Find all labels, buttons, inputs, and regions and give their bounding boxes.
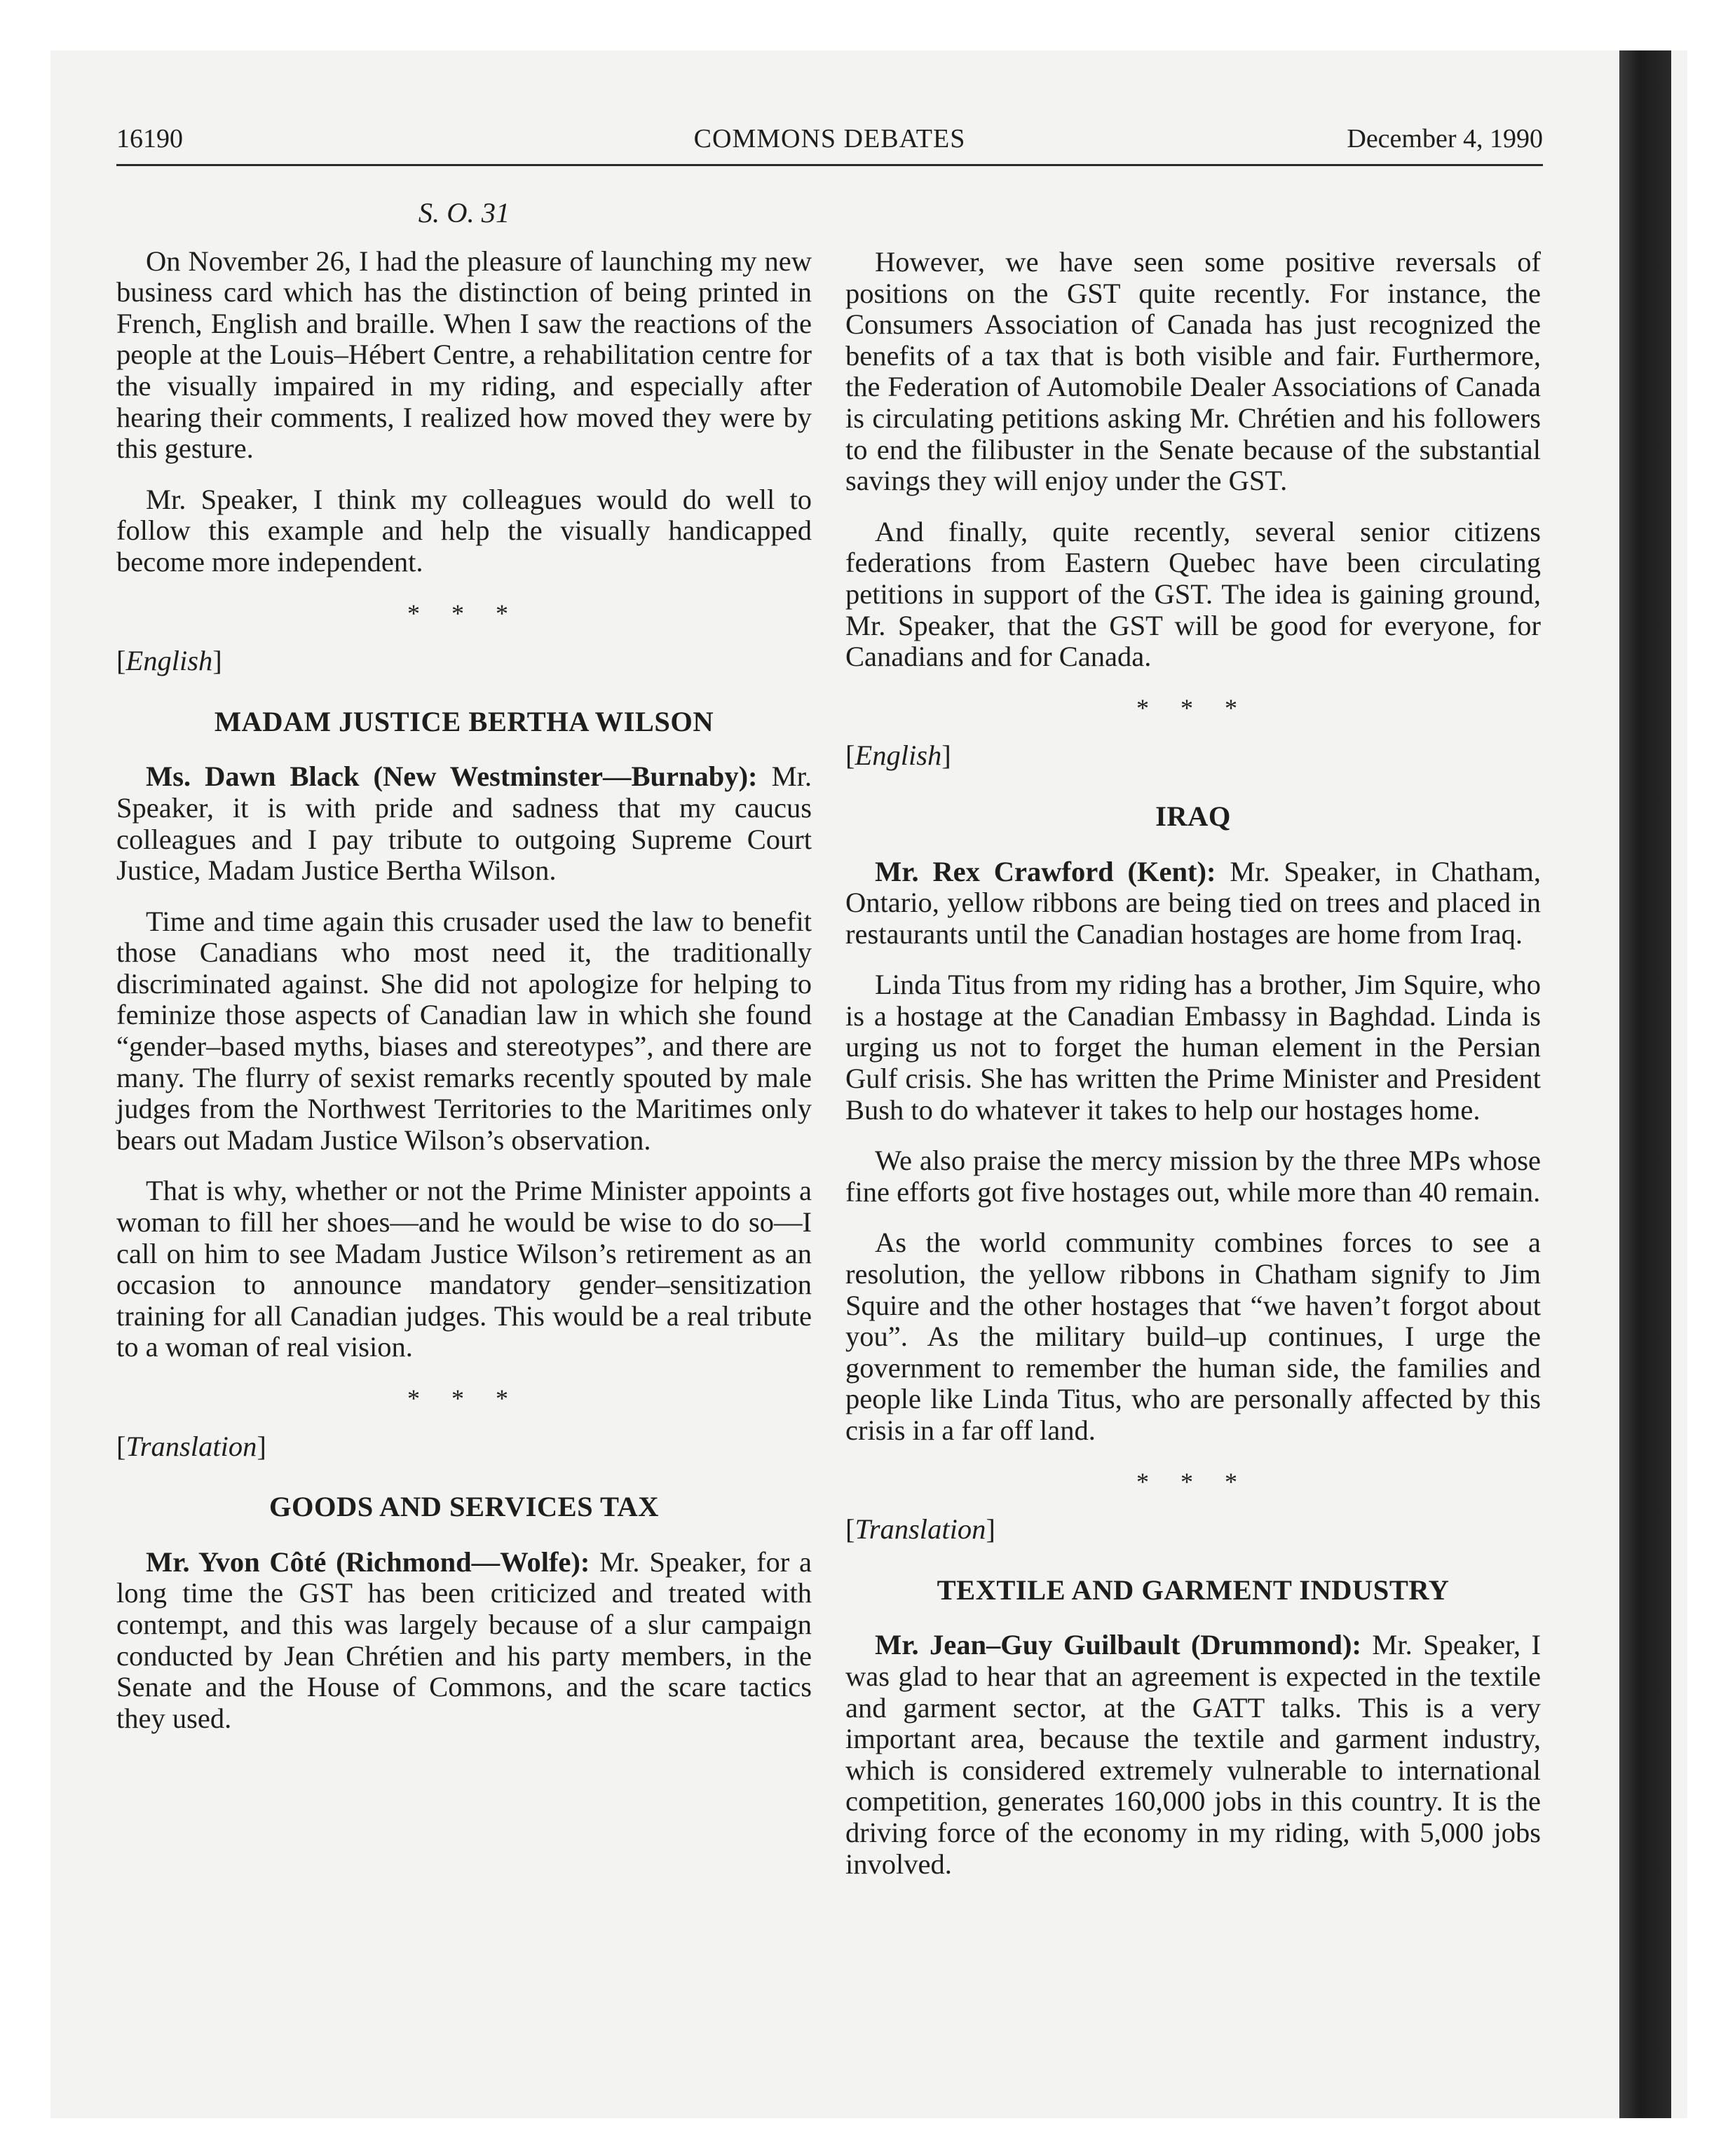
paragraph: Mr. Speaker, I think my colleagues would do well to follow this example and help the visually handicapped become more independent. [116,483,812,578]
speech-text: Mr. Speaker, I was glad to hear that an agreement is expected in the textile and garment sector, at the GATT talks. This is a very important area, because the textile and garment industry, which is considered extremely vulnerable to international competition, generates 160,000 jobs in this country. It is the driving force of the economy in my riding, with 5,000 jobs involved. [845,1629,1541,1880]
paragraph: We also praise the mercy mission by the three MPs whose fine efforts got five hostages out, while more than 40 remain. [845,1145,1541,1208]
speaker-name: Mr. Yvon Côté (Richmond—Wolfe): [146,1546,590,1578]
paragraph: Linda Titus from my riding has a brother, Jim Squire, who is a hostage at the Canadian Embassy in Baghdad. Linda is urging us not to forget the human element in the Persian Gulf crisis. She has written the Prime Minister and President Bush to do whatever it takes to help our hostages home. [845,969,1541,1126]
language-tag-text: English [125,645,213,677]
speech-text: Mr. Speaker, it is with pride and sadness that my caucus colleagues and I pay tribute to outgoing Supreme Court Justice, Madam Justice Bertha Wilson. [116,760,812,887]
right-column [845,247,1541,1899]
paragraph [116,1547,812,1735]
paragraph: On November 26, I had the pleasure of launching my new business card which has the distinction of being printed in French, English and braille. When I saw the reactions of the people at the Louis–Hébert Centre, a rehabilitation centre for the visually impaired in my riding, and especially after hearing their comments, I realized how moved they were by this gesture. [116,245,812,465]
section-separator: * * * [407,1384,521,1412]
section-heading: IRAQ [1155,800,1231,832]
speaker-name: Mr. Rex Crawford (Kent): [875,855,1216,887]
paragraph: And finally, quite recently, several senior citizens federations from Eastern Quebec have been circulating petitions in support of the GST. The idea is gaining ground, Mr. Speaker, that the GST will be good for everyone, for Canadians and for Canada. [845,515,1541,673]
publication-title: COMMONS DEBATES [693,124,966,153]
section-heading: TEXTILE AND GARMENT INDUSTRY [937,1574,1450,1606]
paragraph: As the world community combines forces to see a resolution, the yellow ribbons in Chatham signify to Jim Squire and the other hostages that “we haven’t forgot about you”. As the military build–up continues, I urge the government to remember the human side, the families and people like Linda Titus, who are personally affected by this crisis in a far off land. [845,1227,1541,1446]
paragraph [845,857,1541,950]
section-heading: MADAM JUSTICE BERTHA WILSON [214,705,714,737]
section-separator: * * * [1136,1467,1250,1496]
speech-text: Mr. Speaker, for a long time the GST has been criticized and treated with contempt, and this was largely because of a slur campaign conducted by Jean Chrétien and his party members, in the Senate and the House of Commons, and the scare tactics they used. [116,1546,812,1734]
paragraph [116,761,812,886]
paragraph: However, we have seen some positive reversals of positions on the GST quite recently. For instance, the Consumers Association of Canada has just recognized the benefits of a tax that is both visible and fair. Furthermore, the Federation of Automobile Dealer Associations of Canada is circulating petitions asking Mr. Chrétien and his followers to end the filibuster in the Senate because of the substantial savings they will enjoy under the GST. [845,246,1541,497]
speech-text: Mr. Speaker, in Chatham, Ontario, yellow ribbons are being tied on trees and placed in restaurants until the Canadian hostages are home from Iraq. [845,855,1541,950]
page-header [116,121,1543,166]
speaker-name: Ms. Dawn Black (New Westminster—Burnaby): [146,760,758,793]
paragraph: Time and time again this crusader used the law to benefit those Canadians who most need it, the traditionally discriminated against. She did not apologize for helping to feminize those aspects of Canadian law in which she found “gender–based myths, biases and stereotypes”, and there are many. The flurry of sexist remarks recently spouted by male judges from the Northwest Territories to the Maritimes only bears out Madam Justice Wilson’s observation. [116,905,812,1156]
language-tag-text: English [855,739,942,772]
section-separator: * * * [407,599,521,627]
page-date: December 4, 1990 [1347,124,1543,153]
paragraph [845,1630,1541,1880]
paragraph: That is why, whether or not the Prime Minister appoints a woman to fill her shoes—and he would be wise to do so—I call on him to see Madam Justice Wilson’s retirement as an occasion to announce mandatory gender–sensitization training for all Canadian judges. This would be a real tribute to a woman of real vision. [116,1175,812,1363]
language-tag-text: Translation [855,1513,986,1546]
language-tag: [English] [116,645,222,677]
language-tag-text: Translation [125,1430,257,1462]
language-tag: [Translation] [845,1513,995,1546]
language-tag: [Translation] [116,1430,266,1462]
section-separator: * * * [1136,693,1250,722]
page-number: 16190 [116,124,183,153]
language-tag: [English] [845,739,951,772]
standing-order-label: S. O. 31 [418,197,510,228]
speaker-name: Mr. Jean–Guy Guilbault (Drummond): [875,1629,1361,1661]
binding-edge [1619,50,1671,2118]
section-heading: GOODS AND SERVICES TAX [268,1491,660,1523]
left-column [116,198,812,1754]
